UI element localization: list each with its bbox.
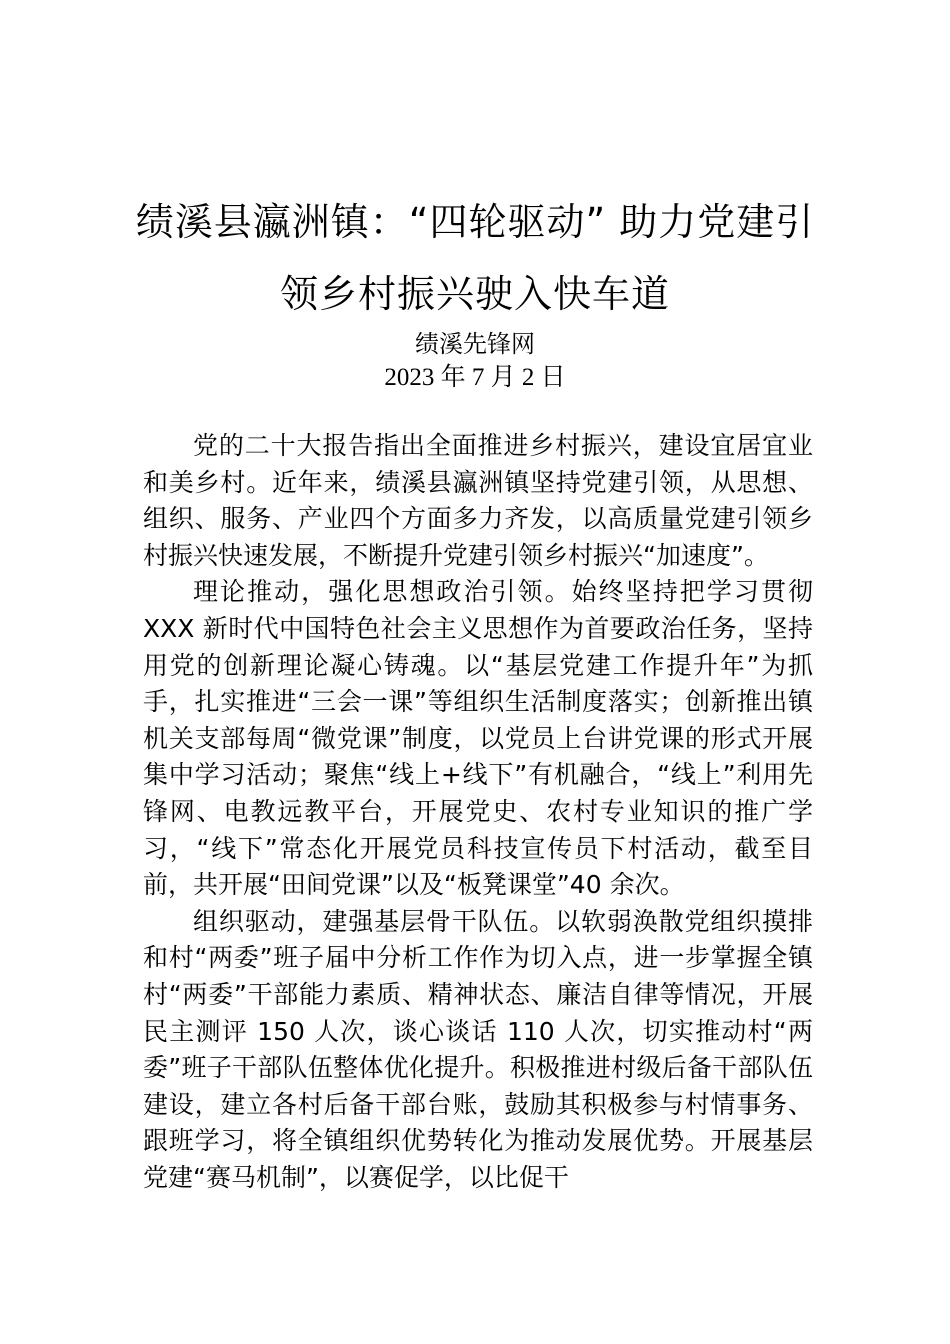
document-title-line-1: 绩溪县瀛洲镇：“四轮驱动” 助力党建引: [135, 200, 815, 244]
paragraph: 党的二十大报告指出全面推进乡村振兴，建设宜居宜业和美乡村。近年来，绩溪县瀛洲镇坚持党建引领，从思想、组织、服务、产业四个方面多力齐发，以高质量党建引领乡村振兴快速发展，不断提升党建引领乡村振兴“加速度”。: [143, 431, 813, 570]
document-body: [143, 428, 813, 1196]
document-title-line-2: 领乡村振兴驶入快车道: [279, 272, 670, 316]
document-date: 2023 年 7 月 2 日: [384, 364, 566, 391]
document-source: 绩溪先锋网: [415, 330, 535, 358]
paragraph: 组织驱动，建强基层骨干队伍。以软弱涣散党组织摸排和村“两委”班子届中分析工作作为切入点，进一步掌握全镇村“两委”干部能力素质、精神状态、廉洁自律等情况，开展民主测评 150 人次，谈心谈话 110 人次，切实推动村“两委”班子干部队伍整体优化提升。积极推进村级后备干部队伍建设，建立各村后备干部台账，鼓励其积极参与村情事务、跟班学习，将全镇组织优势转化为推动发展优势。开展基层党建“赛马机制”，以赛促学，以比促干: [143, 906, 813, 1192]
paragraph: 理论推动，强化思想政治引领。始终坚持把学习贯彻 XXX 新时代中国特色社会主义思想作为首要政治任务，坚持用党的创新理论凝心铸魂。以“基层党建工作提升年”为抓手，扎实推进“三会一课”等组织生活制度落实；创新推出镇机关支部每周“微党课”制度，以党员上台讲党课的形式开展集中学习活动；聚焦“线上+线下”有机融合，“线上”利用先锋网、电教远教平台，开展党史、农村专业知识的推广学习，“线下”常态化开展党员科技宣传员下村活动，截至目前，共开展“田间党课”以及“板凳课堂”40 余次。: [143, 577, 813, 900]
